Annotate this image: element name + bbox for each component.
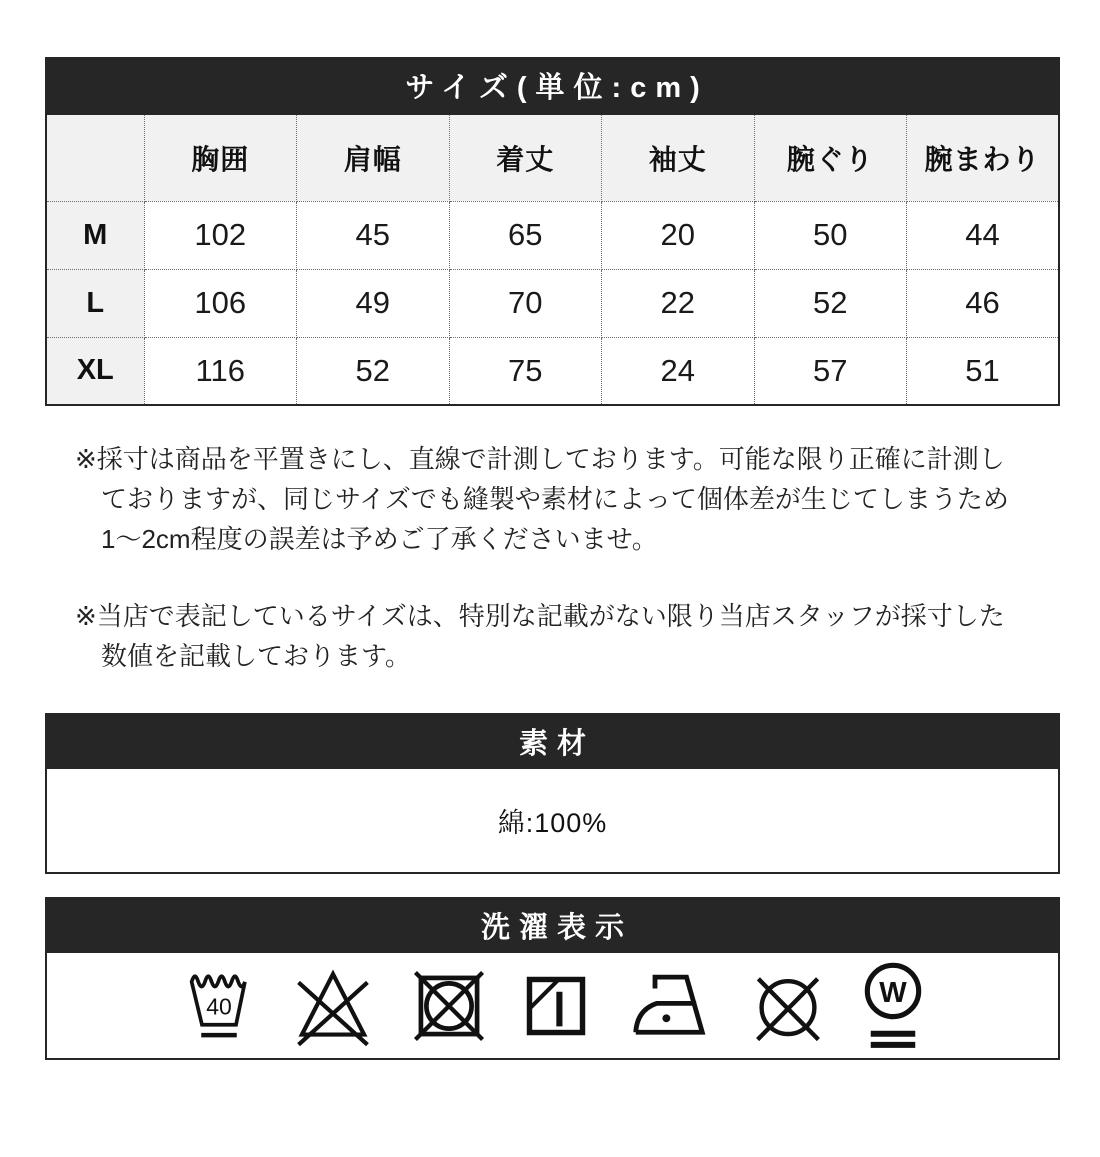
size-section-title: サイズ(単位:cm)	[405, 71, 709, 104]
do-not-bleach-icon	[291, 964, 375, 1048]
cell-value: 22	[602, 269, 755, 337]
size-table-header-row	[46, 114, 1059, 201]
wet-clean-very-mild-icon	[863, 961, 923, 1050]
column-header-chest: 胸囲	[144, 114, 297, 201]
cell-value: 49	[297, 269, 450, 337]
cell-value: 70	[449, 269, 602, 337]
column-header-length: 着丈	[449, 114, 602, 201]
wet-clean-label: W	[879, 977, 907, 1010]
size-section	[45, 57, 1060, 406]
size-label-m: M	[46, 201, 144, 269]
cell-value: 51	[907, 337, 1060, 405]
size-label-l: L	[46, 269, 144, 337]
do-not-tumble-dry-icon	[410, 967, 488, 1045]
cell-value: 46	[907, 269, 1060, 337]
laundry-section	[45, 897, 1060, 1060]
laundry-title-bar	[45, 897, 1060, 953]
note-line: ※当店で表記しているサイズは、特別な記載がない限り当店スタッフが採寸した	[75, 601, 1005, 631]
cell-value: 45	[297, 201, 450, 269]
cell-value: 106	[144, 269, 297, 337]
material-title-bar	[45, 713, 1060, 769]
size-table	[45, 113, 1060, 406]
cell-value: 75	[449, 337, 602, 405]
size-table-corner-cell	[46, 114, 144, 201]
laundry-icons-box	[45, 953, 1060, 1060]
wash-temperature-label: 40	[206, 993, 232, 1020]
column-header-armhole: 腕ぐり	[754, 114, 907, 201]
material-section	[45, 713, 1060, 874]
material-content-box	[45, 769, 1060, 874]
cell-value: 102	[144, 201, 297, 269]
cell-value: 116	[144, 337, 297, 405]
note-line: 数値を記載しております。	[101, 641, 411, 671]
size-label-xl: XL	[46, 337, 144, 405]
column-header-shoulder: 肩幅	[297, 114, 450, 201]
cell-value: 65	[449, 201, 602, 269]
iron-temperature-dot	[663, 1014, 671, 1022]
table-row-xl	[46, 337, 1059, 405]
size-section-title-bar	[45, 57, 1060, 113]
cell-value: 24	[602, 337, 755, 405]
note-measurement-accuracy	[75, 439, 1055, 559]
table-row-l	[46, 269, 1059, 337]
material-value: 綿:100%	[497, 808, 608, 838]
column-header-arm-circumference: 腕まわり	[907, 114, 1060, 201]
iron-low-heat-icon	[625, 964, 713, 1048]
material-title: 素材	[518, 727, 595, 760]
column-header-sleeve: 袖丈	[602, 114, 755, 201]
hang-dry-in-shade-icon	[522, 972, 590, 1040]
cell-value: 57	[754, 337, 907, 405]
table-row-m	[46, 201, 1059, 269]
measurement-notes	[75, 439, 1055, 676]
note-line: ておりますが、同じサイズでも縫製や素材によって個体差が生じてしまうため	[101, 484, 1009, 514]
cell-value: 44	[907, 201, 1060, 269]
do-not-dry-clean-icon	[748, 966, 828, 1046]
laundry-title: 洗濯表示	[480, 911, 633, 944]
cell-value: 52	[297, 337, 450, 405]
note-line: ※採寸は商品を平置きにし、直線で計測しております。可能な限り正確に計測し	[75, 444, 1005, 474]
cell-value: 50	[754, 201, 907, 269]
wash-40-mild-icon	[182, 964, 256, 1047]
note-line: 1〜2cm程度の誤差は予めご了承くださいませ。	[101, 524, 658, 554]
note-staff-measured	[75, 596, 1055, 676]
cell-value: 20	[602, 201, 755, 269]
cell-value: 52	[754, 269, 907, 337]
